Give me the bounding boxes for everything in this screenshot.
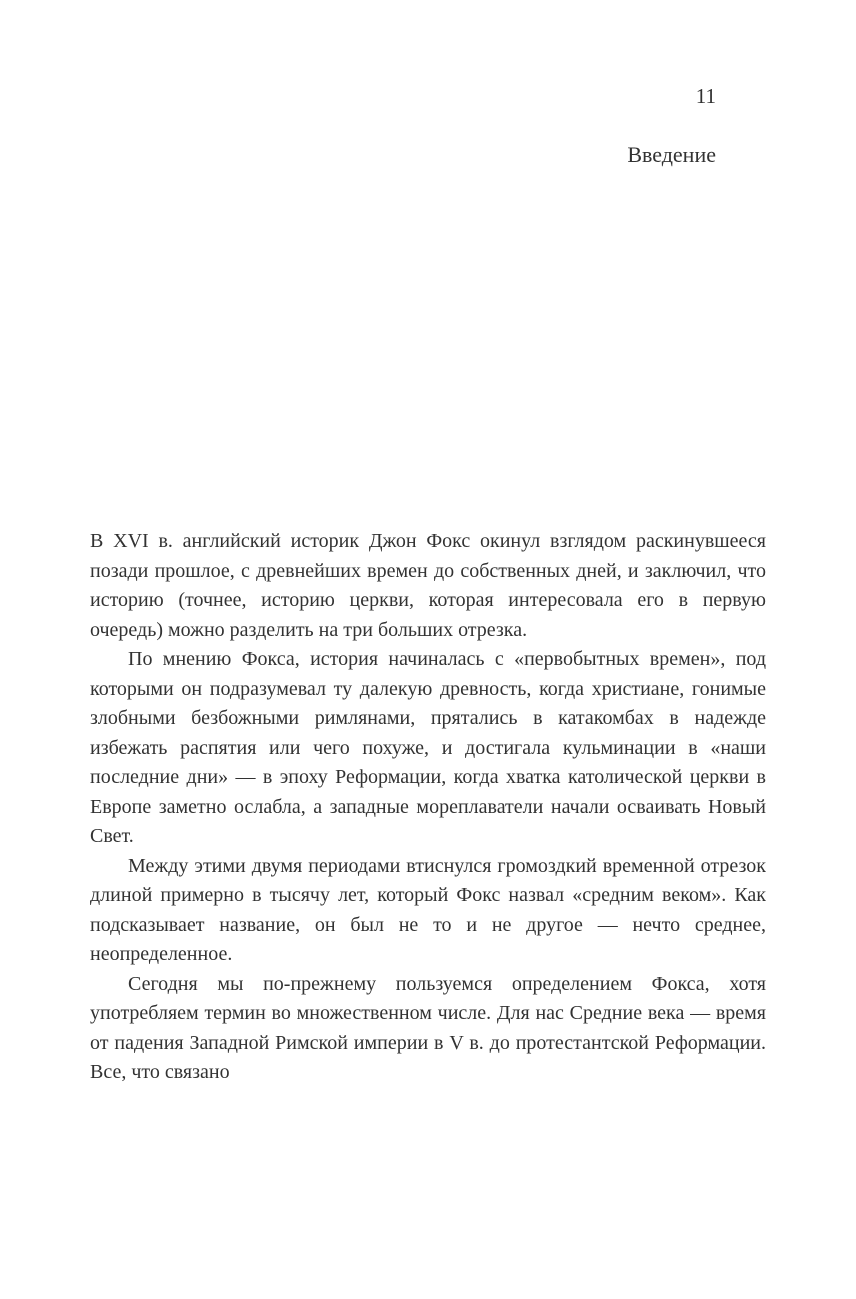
paragraph: Сегодня мы по-прежнему пользуемся определением Фокса, хотя употребляем термин во множественном числе. Для нас Средние века — время от падения Западной Римской империи в V в. до протестантской Реформации. Все, что связано [90, 972, 766, 1083]
body-text [90, 527, 766, 1088]
paragraph: Между этими двумя периодами втиснулся громоздкий временной отрезок длиной примерно в тысячу лет, который Фокс назвал «средним веком». Как подсказывает название, он был не то и не другое — нечто среднее, неопределенное. [90, 854, 766, 965]
paragraph: В XVI в. английский историк Джон Фокс окинул взглядом раскинувшееся позади прошлое, с древнейших времен до собственных дней, и заключил, что историю (точнее, историю церкви, которая интересовала его в первую очередь) можно разделить на три больших отрезка. [90, 530, 766, 641]
chapter-title: Введение [627, 142, 716, 167]
paragraph: По мнению Фокса, история начиналась с «первобытных времен», под которыми он подразумевал ту далекую древность, когда христиане, гонимые злобными безбожными римлянами, прятались в катакомбах в надежде избежать распятия или чего похуже, и достигала кульминации в «наши последние дни» — в эпоху Реформации, когда хватка католической церкви в Европе заметно ослабла, а западные мореплаватели начали осваивать Новый Свет. [90, 648, 766, 847]
page-number: 11 [695, 84, 716, 108]
